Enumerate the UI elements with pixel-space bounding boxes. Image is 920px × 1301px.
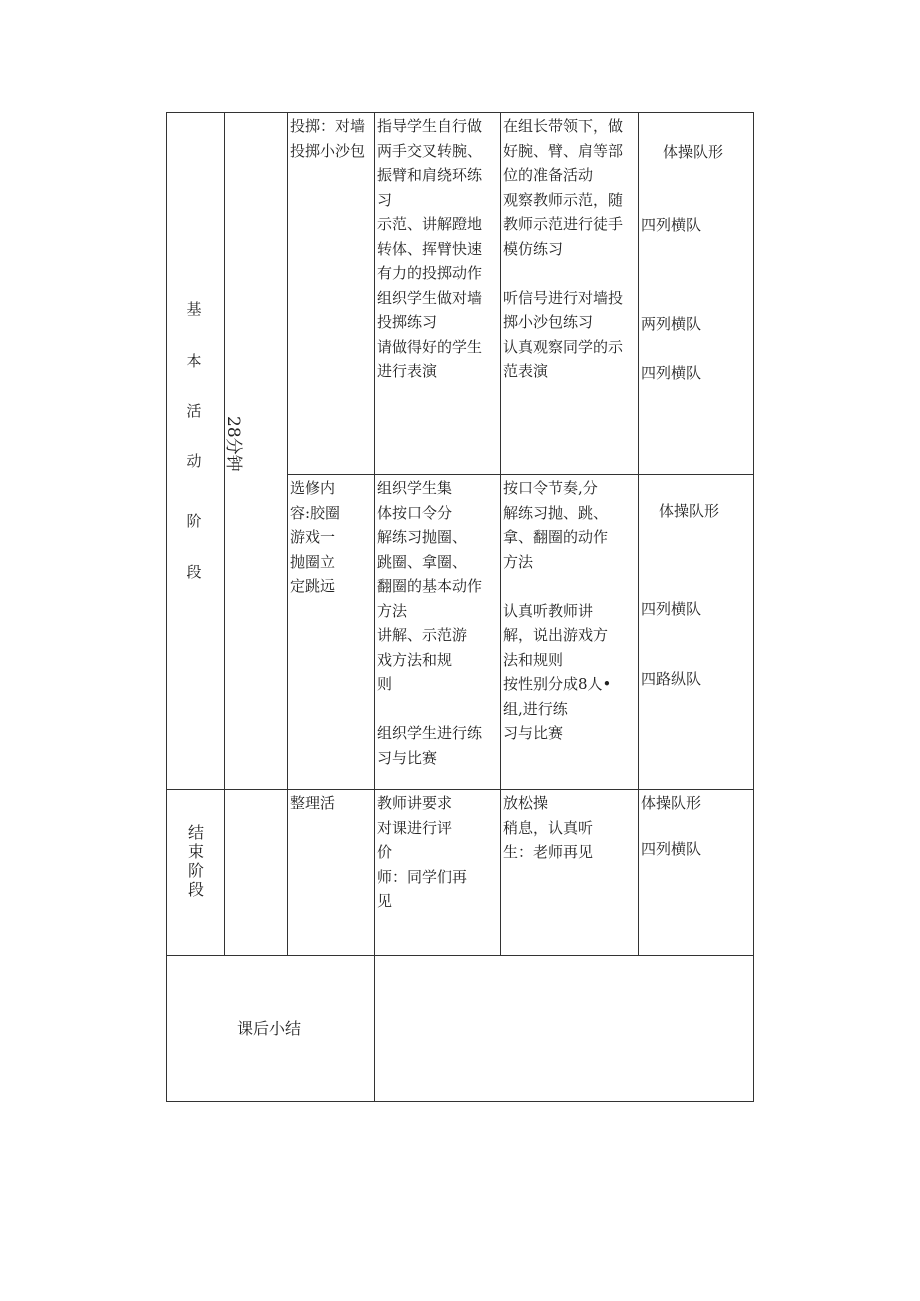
- student-activity-cell: 在组长带领下，做 好腕、臂、肩等部 位的准备活动 观察教师示范，随 教师示范进行徒手 模仿练习 听信号进行对墙投 掷小沙包练习 认真观察同学的示 范表演: [503, 117, 624, 380]
- stage-char: 动: [186, 452, 202, 470]
- teacher-activity-cell: 组织学生集 体按口令分 解练习抛圈、 跳圈、拿圈、 翻圈的基本动作 方法 讲解、示范游 戏方法和规 则 组织学生进行练 习与比赛: [377, 479, 483, 767]
- column-divider: [287, 112, 288, 956]
- column-divider: [500, 112, 501, 956]
- row-divider: [166, 955, 754, 956]
- stage-char: 结: [187, 823, 204, 842]
- table-border-left: [166, 112, 167, 1102]
- teacher-activity-cell: 指导学生自行做 两手交叉转腕、 振臂和肩绕环练 习 示范、讲解蹬地 转体、挥臂快速 有力的投掷动作 组织学生做对墙 投掷练习 请做得好的学生 进行表演: [377, 117, 483, 380]
- table-border-right: [753, 112, 754, 1102]
- row-divider: [166, 789, 754, 790]
- formation-item: 四列横队: [641, 364, 702, 382]
- formation-item: 四列横队: [641, 216, 702, 234]
- column-divider: [638, 112, 639, 956]
- stage-char: 阶: [186, 512, 202, 530]
- formation-item: 体操队形: [663, 143, 724, 161]
- formation-item: 体操队形: [659, 502, 720, 520]
- formation-item: 四列横队: [641, 600, 702, 618]
- row-divider: [287, 474, 754, 475]
- formation-item: 两列横队: [641, 315, 702, 333]
- table-border-bottom: [166, 1101, 754, 1102]
- content-cell: 整理活: [290, 794, 336, 812]
- summary-label: 课后小结: [237, 1019, 302, 1038]
- student-activity-cell: 按口令节奏,分 解练习抛、跳、 拿、翻圈的动作 方法 认真听教师讲 解，说出游戏方 法和规则 按性别分成8人• 组,进行练 习与比赛: [503, 479, 612, 742]
- content-cell: 选修内 容:胶圈 游戏一 抛圈立 定跳远: [290, 479, 341, 595]
- formation-item: 四列横队: [641, 840, 702, 858]
- stage-char: 阶: [187, 861, 204, 880]
- content-cell: 投掷：对墙 投掷小沙包: [290, 117, 366, 160]
- stage-char: 本: [186, 352, 202, 370]
- teacher-activity-cell: 教师讲要求 对课进行评 价 师：同学们再 见: [377, 794, 468, 910]
- formation-item: 体操队形: [641, 794, 702, 812]
- stage-char: 活: [186, 402, 202, 420]
- time-duration: 28分钟: [223, 416, 243, 472]
- stage-char: 段: [186, 563, 202, 581]
- student-activity-cell: 放松操 稍息，认真听 生：老师再见: [503, 794, 594, 861]
- column-divider: [224, 112, 225, 956]
- summary-body[interactable]: [380, 960, 748, 1096]
- table-border-top: [166, 112, 754, 113]
- stage-char: 束: [187, 842, 204, 861]
- stage-char: 段: [187, 880, 204, 899]
- formation-item: 四路纵队: [641, 670, 702, 688]
- stage-char: 基: [186, 300, 202, 318]
- column-divider: [374, 112, 375, 1102]
